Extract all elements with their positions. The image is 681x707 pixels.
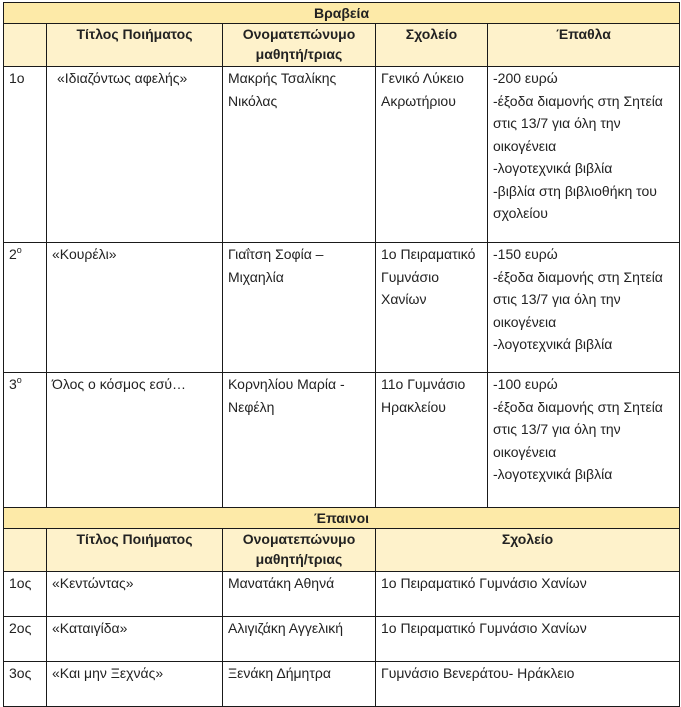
- table-row: [4, 243, 680, 373]
- school-cell: Γενικό Λύκειο Ακρωτήριου: [376, 67, 488, 243]
- rank-ordinal: ο: [16, 375, 22, 385]
- table-row: [4, 662, 680, 707]
- student-cell: Ξενάκη Δήμητρα: [223, 662, 376, 707]
- praises-header-row: [4, 529, 680, 572]
- prizes-text: -100 ευρώ -έξοδα διαμονής στη Σητεία στις 13/7 για όλη την οικογένεια -λογοτεχνικά βιβλία: [493, 376, 663, 482]
- table-row: [4, 572, 680, 617]
- prizes-cell: [488, 67, 680, 243]
- header-prizes: Έπαθλα: [488, 24, 680, 67]
- student-cell: Γιαΐτση Σοφία – Μιχαηλία: [223, 243, 376, 373]
- school-cell: 11ο Γυμνάσιο Ηρακλείου: [376, 373, 488, 508]
- poem-title-cell: Όλος ο κόσμος εσύ…: [47, 373, 223, 508]
- poem-title-cell: «Και μην Ξεχνάς»: [47, 662, 223, 707]
- results-table: [3, 2, 680, 707]
- poem-title-cell: «Ιδιαζόντως αφελής»: [47, 67, 223, 243]
- prizes-cell: [488, 243, 680, 373]
- school-cell: 1ο Πειραματικό Γυμνάσιο Χανίων: [376, 243, 488, 373]
- prizes-text: -150 ευρώ -έξοδα διαμονής στη Σητεία στις 13/7 για όλη την οικογένεια -λογοτεχνικά βιβλία: [493, 246, 663, 352]
- rank-cell: 3ος: [4, 662, 47, 707]
- header-title: Τίτλος Ποιήματος: [47, 24, 223, 67]
- header-student: Ονοματεπώνυμο μαθητή/τριας: [223, 24, 376, 67]
- rank-cell: [4, 373, 47, 508]
- school-cell: Γυμνάσιο Βενεράτου- Ηράκλειο: [376, 662, 680, 707]
- header-student: Ονοματεπώνυμο μαθητή/τριας: [223, 529, 376, 572]
- table-row: [4, 617, 680, 662]
- praises-heading: Έπαινοι: [4, 508, 680, 529]
- awards-header-row: [4, 24, 680, 67]
- rank-number: 3: [9, 376, 17, 392]
- student-cell: Αλιγιζάκη Αγγελική: [223, 617, 376, 662]
- school-cell: 1ο Πειραματικό Γυμνάσιο Χανίων: [376, 617, 680, 662]
- praises-banner-row: [4, 508, 680, 529]
- student-cell: Μακρής Τσαλίκης Νικόλας: [223, 67, 376, 243]
- student-cell: Μανατάκη Αθηνά: [223, 572, 376, 617]
- header-blank-cell: [4, 24, 47, 67]
- rank-ordinal: ο: [16, 245, 22, 255]
- awards-banner-row: [4, 3, 680, 24]
- rank-cell: 1ο: [4, 67, 47, 243]
- poem-title-cell: «Κουρέλι»: [47, 243, 223, 373]
- prizes-cell: [488, 373, 680, 508]
- table-row: [4, 373, 680, 508]
- awards-heading: Βραβεία: [4, 3, 680, 24]
- rank-cell: [4, 243, 47, 373]
- prizes-text: -200 ευρώ -έξοδα διαμονής στη Σητεία στις 13/7 για όλη την οικογένεια -λογοτεχνικά βιβλία -βιβλία στη βιβλιοθήκη του σχολείου: [493, 70, 663, 221]
- header-title: Τίτλος Ποιήματος: [47, 529, 223, 572]
- header-school: Σχολείο: [376, 24, 488, 67]
- poem-title-cell: «Καταιγίδα»: [47, 617, 223, 662]
- poem-title-cell: «Κεντώντας»: [47, 572, 223, 617]
- school-cell: 1ο Πειραματικό Γυμνάσιο Χανίων: [376, 572, 680, 617]
- rank-cell: 1ος: [4, 572, 47, 617]
- rank-number: 2: [9, 246, 17, 262]
- rank-cell: 2ος: [4, 617, 47, 662]
- header-school: Σχολείο: [376, 529, 680, 572]
- header-blank-cell: [4, 529, 47, 572]
- table-row: [4, 67, 680, 243]
- student-cell: Κορνηλίου Μαρία - Νεφέλη: [223, 373, 376, 508]
